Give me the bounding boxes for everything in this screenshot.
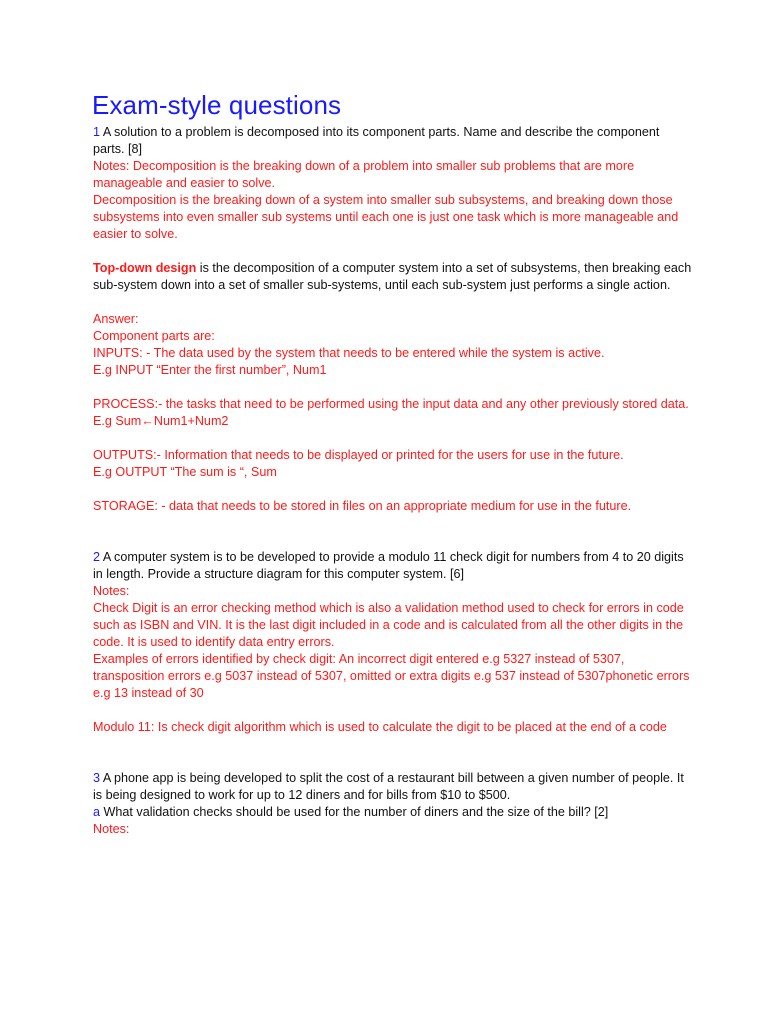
inputs-text: INPUTS: - The data used by the system that needs to be entered while the system is active. bbox=[93, 346, 605, 360]
question-1-text: A solution to a problem is decomposed into its component parts. Name and describe the component parts. [8] bbox=[93, 125, 660, 156]
process-example bbox=[93, 413, 693, 430]
q2-examples: Examples of errors identified by check digit: An incorrect digit entered e.g 5327 instead of 5307, transposition errors e.g 5037 instead of 5307, omitted or extra digits e.g 537 instead of 5307phonetic errors e.g 13 instead of 30 bbox=[93, 652, 690, 700]
q2-checkdigit: Check Digit is an error checking method which is also a validation method used to check for errors in code such as ISBN and VIN. It is the last digit included in a code and is calculated from all the other digits in the code. It is used to identify data entry errors. bbox=[93, 601, 684, 649]
q1-note-1: Notes: Decomposition is the breaking down of a problem into smaller sub problems that are more manageable and easier to solve. bbox=[93, 159, 635, 190]
question-3-text: A phone app is being developed to split the cost of a restaurant bill between a given number of people. It is being designed to work for up to 12 diners and for bills from $10 to $500. bbox=[93, 771, 684, 802]
question-2 bbox=[93, 549, 693, 583]
process-example-a: E.g Sum bbox=[93, 414, 142, 428]
topdown-term: Top-down design bbox=[93, 261, 197, 275]
question-3a-label: a bbox=[93, 805, 101, 819]
question-1-number: 1 bbox=[93, 125, 101, 139]
document-content bbox=[93, 88, 693, 838]
page-title: Exam-style questions bbox=[92, 90, 342, 120]
question-2-text: A computer system is to be developed to provide a modulo 11 check digit for numbers from 4 to 20 digits in length. Provide a structure diagram for this computer system. [6] bbox=[93, 550, 684, 581]
question-3a bbox=[93, 804, 693, 821]
q2-modulo: Modulo 11: Is check digit algorithm which is used to calculate the digit to be placed at the end of a code bbox=[93, 720, 667, 734]
question-3a-text: What validation checks should be used for the number of diners and the size of the bill? [2] bbox=[103, 805, 609, 819]
outputs-example: E.g OUTPUT “The sum is “, Sum bbox=[93, 465, 277, 479]
question-3-number: 3 bbox=[93, 771, 101, 785]
q1-note-2: Decomposition is the breaking down of a system into smaller sub subsystems, and breaking down those subsystems into even smaller sub systems until each one is just one task which is more manageable and easier to solve. bbox=[93, 193, 679, 241]
q3-notes-label: Notes: bbox=[93, 822, 130, 836]
process-example-b: Num1+Num2 bbox=[153, 414, 229, 428]
q2-notes-label: Notes: bbox=[93, 584, 130, 598]
q1-topdown bbox=[93, 260, 693, 294]
storage-text: STORAGE: - data that needs to be stored in files on an appropriate medium for use in the future. bbox=[93, 499, 632, 513]
process-text: PROCESS:- the tasks that need to be performed using the input data and any other previously stored data. bbox=[93, 397, 689, 411]
answer-label: Answer: bbox=[93, 312, 139, 326]
question-1 bbox=[93, 124, 693, 158]
assignment-arrow-icon: ← bbox=[141, 414, 154, 428]
topdown-text: is the decomposition of a computer system into a set of subsystems, then breaking each sub-system down into a set of smaller sub-systems, until each sub-system just performs a single action. bbox=[93, 261, 692, 292]
question-3 bbox=[93, 770, 693, 804]
component-intro: Component parts are: bbox=[93, 329, 215, 343]
question-2-number: 2 bbox=[93, 550, 101, 564]
inputs-example: E.g INPUT “Enter the first number”, Num1 bbox=[93, 363, 327, 377]
outputs-text: OUTPUTS:- Information that needs to be displayed or printed for the users for use in the future. bbox=[93, 448, 624, 462]
